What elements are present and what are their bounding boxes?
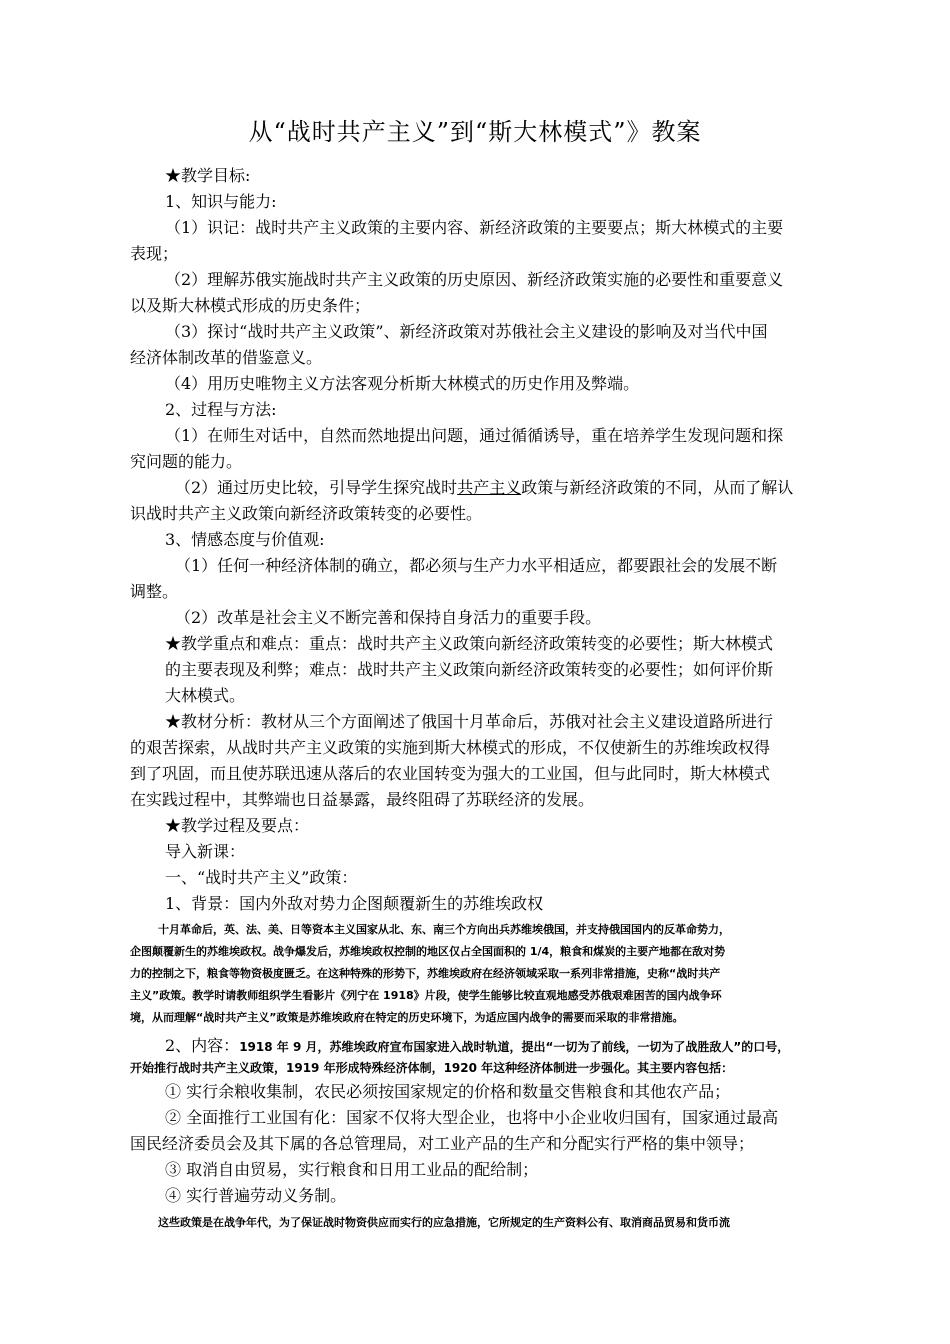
process-heading: 2、过程与方法: (165, 400, 277, 419)
list-item: ① 实行余粮收集制，农民必须按国家规定的价格和数量交售粮食和其他农产品； (165, 1082, 731, 1101)
small-text-line: 这些政策是在战争年代，为了保证战时物资供应而实行的应急措施，它所规定的生产资料公有、取消商品贸易和货币流 (158, 1216, 730, 1229)
text-line: 表现； (130, 244, 179, 263)
process-points-heading: ★教学过程及要点： (165, 816, 310, 835)
text-segment: 政策与新经济政策的不同，从而了解认 (521, 478, 794, 497)
text-line (175, 478, 793, 498)
document-title: 从“战时共产主义”到“斯大林模式”》教案 (248, 118, 702, 146)
text-segment: （2）通过历史比较，引导学生探究战时 (175, 478, 458, 497)
text-line: 在实践过程中，其弊端也日益暴露，最终阻碍了苏联经济的发展。 (130, 790, 595, 809)
text-line: （1）任何一种经济体制的确立，都必须与生产力水平相适应，都要跟社会的发展不断 (175, 556, 778, 575)
text-line: 以及斯大林模式形成的历史条件； (130, 296, 371, 315)
content-line (165, 1036, 789, 1056)
text-line: 识战时共产主义政策向新经济政策转变的必要性。 (130, 504, 483, 523)
text-line: 调整。 (130, 582, 179, 601)
background-heading: 1、背景：国内外敌对势力企图颠覆新生的苏维埃政权 (165, 894, 544, 913)
small-text-line: 力的控制之下，粮食等物资极度匮乏。在这种特殊的形势下，苏维埃政府在经济领域采取一系列非常措施，史称“战时共产 (130, 967, 721, 980)
content-heading: 2、内容： (165, 1036, 240, 1055)
text-line: （4）用历史唯物主义方法客观分析斯大林模式的历史作用及弊端。 (165, 374, 640, 393)
content-text: 1918 年 9 月，苏维埃政府宣布国家进入战时轨道，提出“一切为了前线，一切为了战胜敌人”的口号， (239, 1040, 790, 1054)
key-points-heading: ★教学重点和难点：重点：战时共产主义政策向新经济政策转变的必要性；斯大林模式 (165, 634, 774, 653)
knowledge-heading: 1、知识与能力: (165, 192, 277, 211)
text-line: （2）理解苏俄实施战时共产主义政策的历史原因、新经济政策实施的必要性和重要意义 (165, 270, 784, 289)
text-line: 经济体制改革的借鉴意义。 (130, 348, 323, 367)
text-line: （1）在师生对话中，自然而然地提出问题，通过循循诱导，重在培养学生发现问题和探 (165, 426, 784, 445)
small-text-line: 主义”政策。教学时请教师组织学生看影片《列宁在 1918》片段，使学生能够比较直观地感受苏俄艰难困苦的国内战争环 (130, 989, 722, 1002)
text-line: （1）识记：战时共产主义政策的主要内容、新经济政策的主要要点；斯大林模式的主要 (165, 218, 784, 237)
small-text-line: 境，从而理解“战时共产主义”政策是苏维埃政府在特定的历史环境下，为适应国内战争的需要而采取的非常措施。 (130, 1011, 684, 1024)
text-line: 大林模式。 (165, 686, 246, 705)
section-heading: 一、“战时共产主义”政策： (165, 868, 358, 887)
text-line: 到了巩固，而且使苏联迅速从落后的农业国转变为强大的工业国，但与此同时，斯大林模式 (130, 764, 771, 783)
list-item: ② 全面推行工业国有化：国家不仅将大型企业，也将中小企业收归国有，国家通过最高 (165, 1108, 779, 1127)
small-text-line: 开始推行战时共产主义政策，1919 年形成特殊经济体制，1920 年这种经济体制进一步强化。其主要内容包括： (130, 1061, 734, 1075)
intro-heading: 导入新课： (165, 842, 246, 861)
analysis-heading: ★教材分析：教材从三个方面阐述了俄国十月革命后，苏俄对社会主义建设道路所进行 (165, 712, 774, 731)
underlined-term: 共产主义 (457, 478, 522, 497)
text-line: （3）探讨“战时共产主义政策”、新经济政策对苏俄社会主义建设的影响及对当代中国 (165, 322, 768, 341)
list-item: ④ 实行普遍劳动义务制。 (165, 1186, 347, 1205)
list-item: ③ 取消自由贸易，实行粮食和日用工业品的配给制； (165, 1160, 539, 1179)
small-text-line: 十月革命后，英、法、美、日等资本主义国家从北、东、南三个方向出兵苏维埃俄国，并支持俄国国内的反革命势力， (158, 923, 730, 936)
text-line: 的艰苦探索，从战时共产主义政策的实施到斯大林模式的形成，不仅使新生的苏维埃政权得 (130, 738, 771, 757)
text-line: （2）改革是社会主义不断完善和保持自身活力的重要手段。 (175, 608, 602, 627)
values-heading: 3、情感态度与价值观: (165, 530, 325, 549)
text-line: 究问题的能力。 (130, 452, 243, 471)
small-text-line: 企图颠覆新生的苏维埃政权。战争爆发后，苏维埃政权控制的地区仅占全国面积的 1/4，粮食和煤炭的主要产地都在敌对势 (130, 945, 726, 958)
list-item-continuation: 国民经济委员会及其下属的各总管理局，对工业产品的生产和分配实行严格的集中领导； (130, 1134, 755, 1153)
text-line: 的主要表现及利弊；难点：战时共产主义政策向新经济政策转变的必要性；如何评价斯 (165, 660, 774, 679)
goals-heading: ★教学目标: (165, 166, 251, 185)
